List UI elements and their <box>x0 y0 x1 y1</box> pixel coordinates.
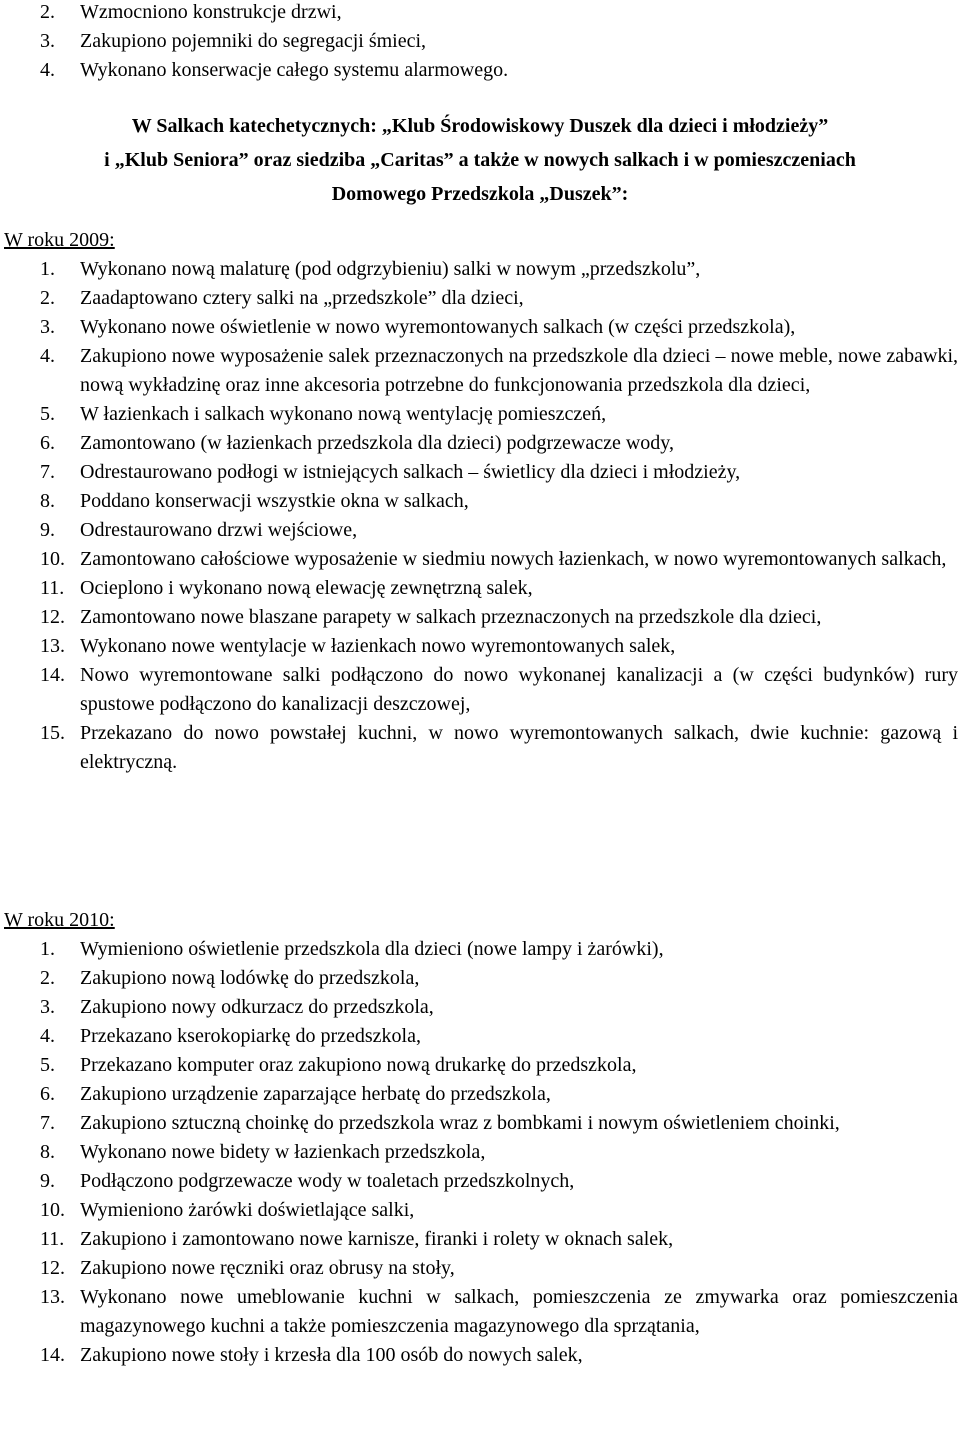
item-text: Zakupiono sztuczną choinkę do przedszkola wraz z bombkami i nowym oświetleniem choinki, <box>80 1112 840 1134</box>
list-item <box>0 56 960 85</box>
list-item <box>0 1283 960 1341</box>
item-number: 8. <box>40 490 55 512</box>
item-number: 14. <box>40 1344 65 1366</box>
year-heading-2010: W roku 2010: <box>4 909 115 931</box>
list-item <box>0 0 960 27</box>
item-number: 3. <box>40 316 55 338</box>
list-item <box>0 400 960 429</box>
item-text: Zaadaptowano cztery salki na „przedszkole” dla dzieci, <box>80 287 524 309</box>
item-number: 9. <box>40 519 55 541</box>
item-text: Poddano konserwacji wszystkie okna w salkach, <box>80 490 469 512</box>
list-item <box>0 429 960 458</box>
item-number: 7. <box>40 461 55 483</box>
item-number: 14. <box>40 664 65 686</box>
list-item <box>0 1196 960 1225</box>
list-item <box>0 964 960 993</box>
item-text: Przekazano kserokopiarkę do przedszkola, <box>80 1025 421 1047</box>
list-item <box>0 1341 960 1370</box>
item-text: Zakupiono nowe wyposażenie salek przeznaczonych na przedszkole dla dzieci – nowe meble, nowe zabawki, nową wykładzinę oraz inne akcesoria potrzebne do funkcjonowania przedszkola dla dzieci, <box>80 345 958 396</box>
item-text: Wykonano nowe oświetlenie w nowo wyremontowanych salkach (w części przedszkola), <box>80 316 796 338</box>
item-number: 5. <box>40 1054 55 1076</box>
list-item <box>0 1109 960 1138</box>
item-text: Wykonano nowe wentylacje w łazienkach nowo wyremontowanych salek, <box>80 635 676 657</box>
list-item <box>0 284 960 313</box>
item-text: Wymieniono oświetlenie przedszkola dla dzieci (nowe lampy i żarówki), <box>80 938 664 960</box>
list-item <box>0 487 960 516</box>
item-text: Odrestaurowano podłogi w istniejących salkach – świetlicy dla dzieci i młodzieży, <box>80 461 741 483</box>
list-item <box>0 342 960 400</box>
section-2010 <box>0 906 960 1370</box>
item-number: 2. <box>40 287 55 309</box>
list-item <box>0 1051 960 1080</box>
list-item <box>0 1080 960 1109</box>
item-text: Wymieniono żarówki doświetlające salki, <box>80 1199 415 1221</box>
item-number: 12. <box>40 606 65 628</box>
list-item <box>0 516 960 545</box>
item-number: 13. <box>40 635 65 657</box>
item-number: 2. <box>40 967 55 989</box>
item-number: 3. <box>40 30 55 52</box>
item-text: Zamontowano nowe blaszane parapety w salkach przeznaczonych na przedszkole dla dzieci, <box>80 606 822 628</box>
item-text: Wykonano nowe bidety w łazienkach przedszkola, <box>80 1141 486 1163</box>
section-heading <box>0 109 960 211</box>
list-item <box>0 545 960 574</box>
item-number: 15. <box>40 722 65 744</box>
item-text: Zakupiono urządzenie zaparzające herbatę do przedszkola, <box>80 1083 551 1105</box>
heading-line-2: i „Klub Seniora” oraz siedziba „Caritas” a także w nowych salkach i w pomieszczeniach <box>104 149 856 171</box>
item-text: W łazienkach i salkach wykonano nową wentylację pomieszczeń, <box>80 403 607 425</box>
item-number: 5. <box>40 403 55 425</box>
list-item <box>0 1138 960 1167</box>
list-item <box>0 661 960 719</box>
item-text: Zakupiono nowe stoły i krzesła dla 100 osób do nowych salek, <box>80 1344 583 1366</box>
item-number: 3. <box>40 996 55 1018</box>
item-number: 10. <box>40 548 65 570</box>
item-text: Podłączono podgrzewacze wody w toaletach przedszkolnych, <box>80 1170 575 1192</box>
item-text: Ocieplono i wykonano nową elewację zewnętrzną salek, <box>80 577 533 599</box>
item-number: 9. <box>40 1170 55 1192</box>
item-text: Przekazano komputer oraz zakupiono nową drukarkę do przedszkola, <box>80 1054 637 1076</box>
item-number: 2. <box>40 1 55 23</box>
item-text: Wzmocniono konstrukcje drzwi, <box>80 1 342 23</box>
item-number: 4. <box>40 1025 55 1047</box>
item-text: Zakupiono nowe ręczniki oraz obrusy na stoły, <box>80 1257 455 1279</box>
item-text: Wykonano nowe umeblowanie kuchni w salkach, pomieszczenia ze zmywarka oraz pomieszczenia magazynowego kuchni a także pomieszczenia magazynowego dla sprzątania, <box>80 1286 958 1337</box>
item-number: 4. <box>40 345 55 367</box>
item-number: 6. <box>40 432 55 454</box>
continued-list <box>0 0 960 85</box>
item-number: 8. <box>40 1141 55 1163</box>
list-item <box>0 719 960 777</box>
item-text: Zakupiono pojemniki do segregacji śmieci, <box>80 30 427 52</box>
item-number: 11. <box>40 1228 65 1250</box>
item-number: 1. <box>40 258 55 280</box>
item-number: 4. <box>40 59 55 81</box>
item-number: 12. <box>40 1257 65 1279</box>
list-item <box>0 255 960 284</box>
list-item <box>0 993 960 1022</box>
item-text: Nowo wyremontowane salki podłączono do nowo wykonanej kanalizacji a (w części budynków) rury spustowe podłączono do kanalizacji deszczowej, <box>80 664 958 715</box>
list-item <box>0 1167 960 1196</box>
list-item <box>0 1022 960 1051</box>
item-text: Zakupiono nową lodówkę do przedszkola, <box>80 967 420 989</box>
list-item <box>0 313 960 342</box>
item-text: Zakupiono nowy odkurzacz do przedszkola, <box>80 996 434 1018</box>
item-text: Zamontowano całościowe wyposażenie w siedmiu nowych łazienkach, w nowo wyremontowanych salkach, <box>80 548 947 570</box>
list-item <box>0 1225 960 1254</box>
list-item <box>0 1254 960 1283</box>
list-item <box>0 574 960 603</box>
item-text: Wykonano nową malaturę (pod odgrzybieniu) salki w nowym „przedszkolu”, <box>80 258 701 280</box>
list-2009 <box>0 255 960 777</box>
list-item <box>0 935 960 964</box>
year-heading-2009: W roku 2009: <box>4 229 115 251</box>
list-item <box>0 632 960 661</box>
item-number: 11. <box>40 577 65 599</box>
item-number: 10. <box>40 1199 65 1221</box>
item-number: 1. <box>40 938 55 960</box>
item-number: 13. <box>40 1286 65 1308</box>
item-number: 7. <box>40 1112 55 1134</box>
heading-line-1: W Salkach katechetycznych: „Klub Środowiskowy Duszek dla dzieci i młodzieży” <box>131 115 829 137</box>
item-text: Zakupiono i zamontowano nowe karnisze, firanki i rolety w oknach salek, <box>80 1228 674 1250</box>
item-text: Odrestaurowano drzwi wejściowe, <box>80 519 358 541</box>
list-item <box>0 27 960 56</box>
list-item <box>0 458 960 487</box>
section-2009 <box>0 226 960 777</box>
item-text: Przekazano do nowo powstałej kuchni, w nowo wyremontowanych salkach, dwie kuchnie: gazową i elektryczną. <box>80 722 958 773</box>
item-text: Zamontowano (w łazienkach przedszkola dla dzieci) podgrzewacze wody, <box>80 432 674 454</box>
item-number: 6. <box>40 1083 55 1105</box>
list-item <box>0 603 960 632</box>
list-2010 <box>0 935 960 1370</box>
heading-line-3: Domowego Przedszkola „Duszek”: <box>331 183 629 205</box>
item-text: Wykonano konserwacje całego systemu alarmowego. <box>80 59 509 81</box>
